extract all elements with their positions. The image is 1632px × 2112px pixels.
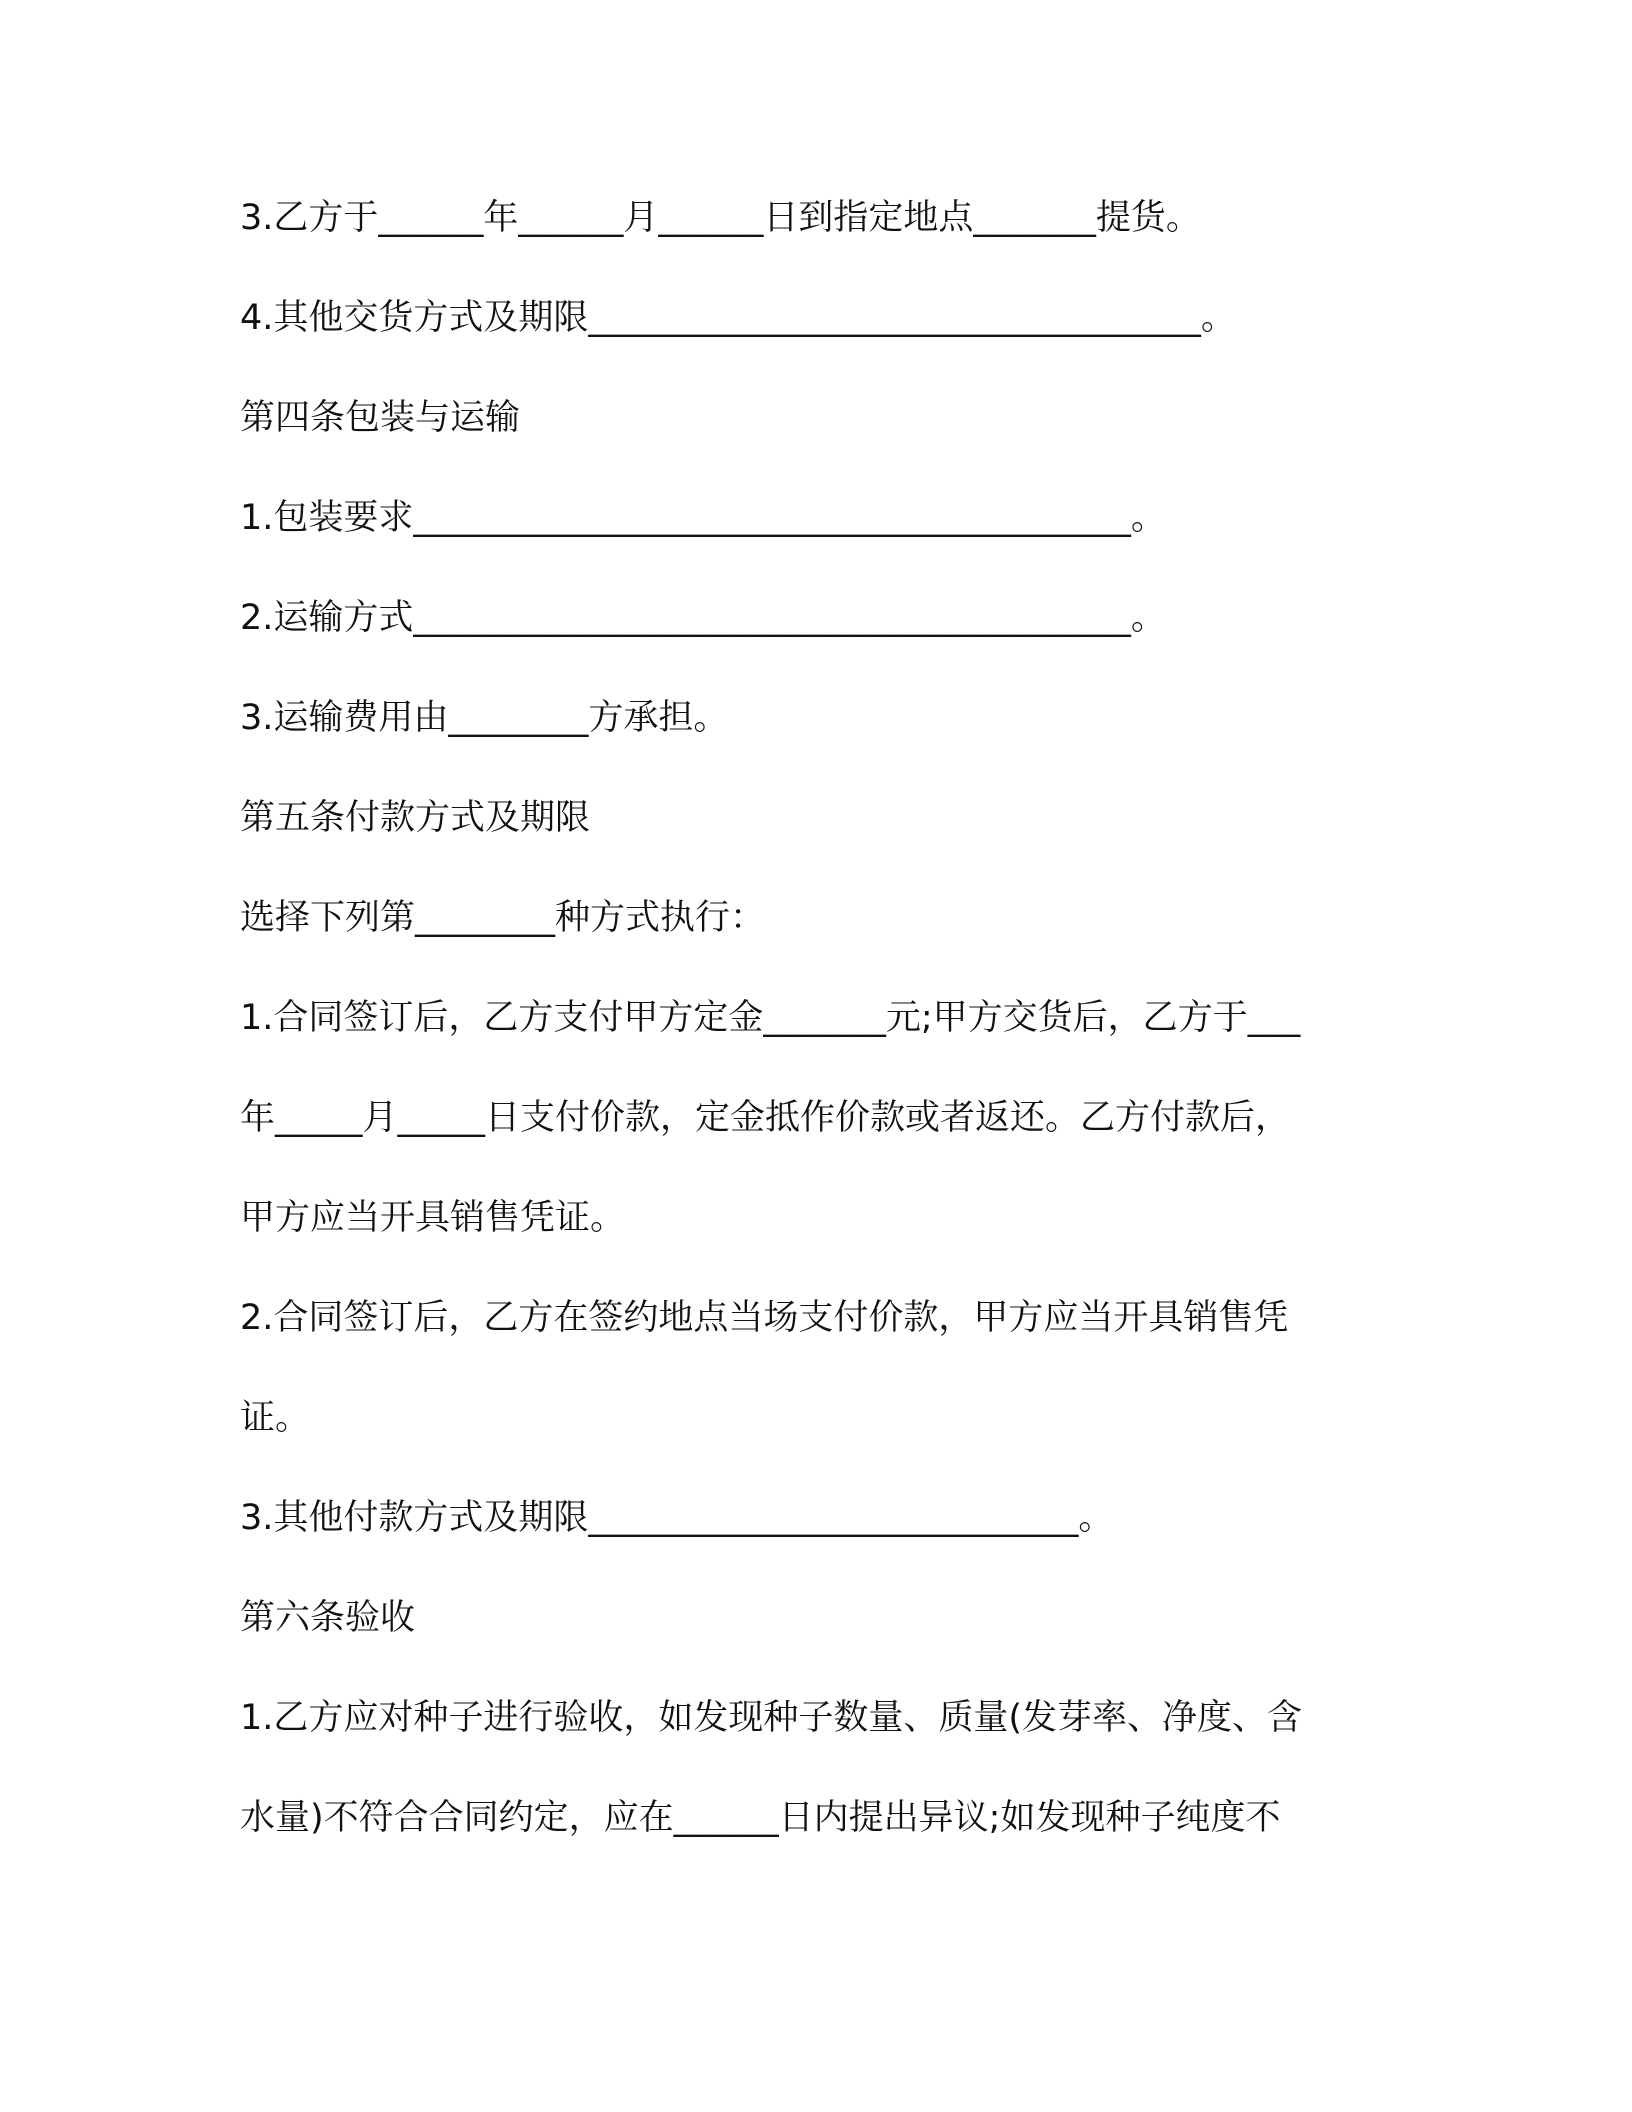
article-6-heading: 第六条验收	[240, 1598, 416, 1638]
clause-5-1-line-2: 年_____月_____日支付价款，定金抵作价款或者返还。乙方付款后，	[240, 1098, 1291, 1138]
article-4-heading: 第四条包装与运输	[240, 398, 521, 438]
clause-5-2-line-1: 2.合同签订后，乙方在签约地点当场支付价款，甲方应当开具销售凭	[240, 1298, 1289, 1338]
clause-5-3-other-payment: 3.其他付款方式及期限____________________________。	[240, 1498, 1114, 1538]
clause-4-1-packaging: 1.包装要求_________________________________________。	[240, 498, 1166, 538]
clause-5-1-line-1: 1.合同签订后，乙方支付甲方定金_______元;甲方交货后，乙方于___	[240, 998, 1301, 1038]
clause-3-3-pickup: 3.乙方于______年______月______日到指定地点_______提货。	[240, 198, 1201, 238]
clause-4-3-transport-cost: 3.运输费用由________方承担。	[240, 698, 729, 738]
clause-6-1-line-2: 水量)不符合合同约定，应在______日内提出异议;如发现种子纯度不	[240, 1798, 1281, 1838]
article-5-heading: 第五条付款方式及期限	[240, 798, 591, 838]
clause-6-1-line-1: 1.乙方应对种子进行验收，如发现种子数量、质量(发芽率、净度、含	[240, 1698, 1303, 1738]
clause-5-1-line-3: 甲方应当开具销售凭证。	[240, 1198, 626, 1238]
clause-5-2-line-2: 证。	[240, 1398, 311, 1438]
clause-3-4-other-delivery: 4.其他交货方式及期限___________________________________。	[240, 298, 1236, 338]
clause-5-select-method: 选择下列第________种方式执行：	[240, 898, 766, 938]
clause-4-2-transport-method: 2.运输方式_________________________________________。	[240, 598, 1166, 638]
